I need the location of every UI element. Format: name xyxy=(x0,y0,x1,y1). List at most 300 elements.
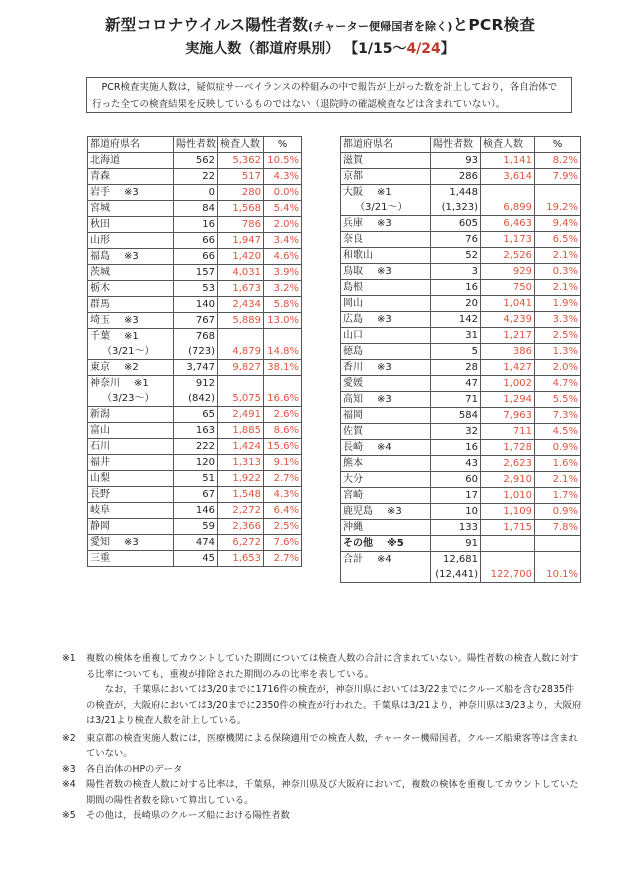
tests-cell: 1,173 xyxy=(481,232,535,248)
total-name-cell xyxy=(341,552,431,568)
table-row xyxy=(341,232,581,248)
footnote-text: 各自治体のHPのデータ xyxy=(86,763,183,775)
pct-cell: 6.4% xyxy=(264,503,302,519)
pct-cell: 0.0% xyxy=(264,185,302,201)
tests-cell: 711 xyxy=(481,424,535,440)
pct-cell: 7.6% xyxy=(264,535,302,551)
positive-cell: 142 xyxy=(431,312,481,328)
pct-cell: 3.4% xyxy=(264,233,302,249)
other-name: その他 xyxy=(343,538,373,549)
pref-name-cell xyxy=(88,249,174,265)
pref-name: 山梨 xyxy=(90,473,110,484)
pct-cell: 6.5% xyxy=(535,232,581,248)
pref-name: 沖縄 xyxy=(343,522,363,533)
pct-cell: 4.3% xyxy=(264,487,302,503)
header-pct: % xyxy=(535,137,581,153)
positive-cell: 0 xyxy=(174,185,218,201)
pct-cell: 7.3% xyxy=(535,408,581,424)
note-mark: ※2 xyxy=(124,362,139,373)
pref-name-cell xyxy=(88,471,174,487)
positive-cell: 16 xyxy=(431,280,481,296)
pct-cell: 7.8% xyxy=(535,520,581,536)
pct-cell: 19.2% xyxy=(535,200,581,216)
title-small: (チャーター便帰国者を除く) xyxy=(308,20,453,33)
pct-cell: 38.1% xyxy=(264,360,302,376)
note-mark: ※4 xyxy=(377,442,392,453)
total-positive-sub: (12,441) xyxy=(431,567,481,583)
pref-name-cell xyxy=(341,344,431,360)
positive-cell: 584 xyxy=(431,408,481,424)
pct-cell: 16.6% xyxy=(264,391,302,407)
header-positive: 陽性者数 xyxy=(431,137,481,153)
tests-cell: 6,899 xyxy=(481,200,535,216)
table-row xyxy=(341,328,581,344)
positive-cell: 140 xyxy=(174,297,218,313)
tests-cell: 2,526 xyxy=(481,248,535,264)
tests-cell: 1,217 xyxy=(481,328,535,344)
positive-cell: 5 xyxy=(431,344,481,360)
pref-name: 石川 xyxy=(90,441,110,452)
pref-name: 長野 xyxy=(90,489,110,500)
pref-name: 滋賀 xyxy=(343,155,363,166)
pref-name-cell xyxy=(88,329,174,345)
footnote-1 xyxy=(62,651,582,682)
positive-cell: 768 xyxy=(174,329,218,345)
table-row xyxy=(341,280,581,296)
sub-period: （3/23～） xyxy=(102,393,155,404)
pref-name-cell xyxy=(341,264,431,280)
total-row xyxy=(341,552,581,568)
pref-name: 埼玉 xyxy=(90,315,110,326)
positive-cell: 66 xyxy=(174,249,218,265)
pref-name-cell xyxy=(341,504,431,520)
pref-name-cell xyxy=(341,472,431,488)
positive-cell: 912 xyxy=(174,376,218,392)
tests-cell: 4,239 xyxy=(481,312,535,328)
period-close: 】 xyxy=(440,41,455,57)
table-row xyxy=(88,233,302,249)
tests-cell: 2,491 xyxy=(218,407,264,423)
tests-cell: 1,420 xyxy=(218,249,264,265)
tests-cell: 1,728 xyxy=(481,440,535,456)
header-pct: % xyxy=(264,137,302,153)
note-mark: ※1 xyxy=(134,378,149,389)
table-row xyxy=(88,439,302,455)
pct-cell: 2.1% xyxy=(535,248,581,264)
positive-cell: 31 xyxy=(431,328,481,344)
table-row xyxy=(88,551,302,567)
note-mark: ※3 xyxy=(377,218,392,229)
table-row xyxy=(341,392,581,408)
tests-cell: 1,002 xyxy=(481,376,535,392)
pref-name-cell xyxy=(341,280,431,296)
tests-cell: 1,922 xyxy=(218,471,264,487)
pref-name: 宮崎 xyxy=(343,490,363,501)
positive-cell: 1,448 xyxy=(431,185,481,201)
positive-cell: 474 xyxy=(174,535,218,551)
total-tests: 122,700 xyxy=(481,567,535,583)
note-mark: ※3 xyxy=(377,266,392,277)
pref-name-cell xyxy=(88,169,174,185)
pref-name-cell xyxy=(341,296,431,312)
pref-name: 奈良 xyxy=(343,234,363,245)
pref-name: 山口 xyxy=(343,330,363,341)
pref-name: 北海道 xyxy=(90,155,120,166)
pref-name: 千葉 xyxy=(90,331,110,342)
pct-cell: 2.0% xyxy=(535,360,581,376)
note-mark: ※3 xyxy=(124,315,139,326)
table-row xyxy=(88,360,302,376)
positive-cell: 22 xyxy=(174,169,218,185)
pref-name: 長崎 xyxy=(343,442,363,453)
pref-name: 岩手 xyxy=(90,187,110,198)
positive-cell: 32 xyxy=(431,424,481,440)
positive-cell: 16 xyxy=(174,217,218,233)
pref-name: 秋田 xyxy=(90,219,110,230)
pref-name: 岡山 xyxy=(343,298,363,309)
empty-cell xyxy=(341,567,431,583)
table-header-row xyxy=(88,137,302,153)
note-mark: ※3 xyxy=(124,537,139,548)
pref-name: 山形 xyxy=(90,235,110,246)
pref-name-cell xyxy=(341,216,431,232)
footnote-mark: ※2 xyxy=(62,732,76,744)
sub-period: （3/21～） xyxy=(355,202,408,213)
table-row xyxy=(341,153,581,169)
table-row xyxy=(88,185,302,201)
pref-name: 島根 xyxy=(343,282,363,293)
table-row xyxy=(88,487,302,503)
pct-cell: 2.6% xyxy=(264,407,302,423)
tests-cell: 1,427 xyxy=(481,360,535,376)
table-row xyxy=(341,440,581,456)
pct-cell: 14.8% xyxy=(264,344,302,360)
footnote-mark: ※3 xyxy=(62,763,76,775)
table-row-sub xyxy=(88,391,302,407)
pct-cell: 15.6% xyxy=(264,439,302,455)
pref-name-cell xyxy=(341,440,431,456)
pref-name-cell xyxy=(88,439,174,455)
total-positive: 12,681 xyxy=(431,552,481,568)
tests-cell: 517 xyxy=(218,169,264,185)
pref-name: 高知 xyxy=(343,394,363,405)
positive-cell: 53 xyxy=(174,281,218,297)
page-subtitle xyxy=(0,38,640,58)
footnote-mark: ※4 xyxy=(62,779,76,790)
total-name: 合計 xyxy=(343,554,363,565)
pref-name: 福井 xyxy=(90,457,110,468)
positive-cell: 286 xyxy=(431,169,481,185)
footnote-4 xyxy=(62,777,582,808)
pref-name-cell xyxy=(88,519,174,535)
pct-cell-empty xyxy=(535,185,581,201)
table-row xyxy=(88,313,302,329)
table-row xyxy=(88,407,302,423)
footnote-text: 陽性者数の検査人数に対する比率は，千葉県，神奈川県及び大阪府において，複数の検体を重複してカウントしていた期間の陽性者数を除いて算出している。 xyxy=(86,779,579,806)
pref-name-cell xyxy=(88,233,174,249)
pref-name-cell xyxy=(341,520,431,536)
positive-cell: 3 xyxy=(431,264,481,280)
positive-cell: 66 xyxy=(174,233,218,249)
pref-name-cell xyxy=(341,185,431,201)
table-row xyxy=(88,535,302,551)
header-pref: 都道府県名 xyxy=(88,137,174,153)
table-row xyxy=(341,264,581,280)
pref-name: 和歌山 xyxy=(343,250,373,261)
tests-cell: 6,272 xyxy=(218,535,264,551)
pct-cell: 2.0% xyxy=(264,217,302,233)
pref-name-cell xyxy=(341,169,431,185)
pct-cell: 0.9% xyxy=(535,504,581,520)
tests-cell: 1,548 xyxy=(218,487,264,503)
pref-name-cell xyxy=(88,153,174,169)
pref-name: 大阪 xyxy=(343,187,363,198)
pref-name: 東京 xyxy=(90,362,110,373)
tests-cell: 4,879 xyxy=(218,344,264,360)
positive-cell: 146 xyxy=(174,503,218,519)
positive-cell: 767 xyxy=(174,313,218,329)
table-row xyxy=(88,503,302,519)
pref-name-cell xyxy=(341,376,431,392)
sub-period: （3/21～） xyxy=(102,346,155,357)
right-table-body xyxy=(341,137,581,583)
pref-name-cell xyxy=(88,503,174,519)
note-box xyxy=(86,77,572,113)
total-row-sub xyxy=(341,567,581,583)
pct-cell: 8.2% xyxy=(535,153,581,169)
pref-name-cell xyxy=(88,376,174,392)
positive-cell: 76 xyxy=(431,232,481,248)
pct-cell-empty xyxy=(264,376,302,392)
table-row xyxy=(341,360,581,376)
pref-name-cell xyxy=(341,153,431,169)
pct-cell: 2.1% xyxy=(535,472,581,488)
header-tests: 検査人数 xyxy=(481,137,535,153)
pref-name: 福岡 xyxy=(343,410,363,421)
pref-name: 群馬 xyxy=(90,299,110,310)
pct-cell: 3.2% xyxy=(264,281,302,297)
table-row xyxy=(341,504,581,520)
positive-sub-cell: (1,323) xyxy=(431,200,481,216)
tests-cell-empty xyxy=(481,185,535,201)
pref-name: 愛媛 xyxy=(343,378,363,389)
table-row xyxy=(88,265,302,281)
tests-cell: 929 xyxy=(481,264,535,280)
pct-cell: 5.4% xyxy=(264,201,302,217)
table-row xyxy=(88,471,302,487)
sub-period-cell xyxy=(88,344,174,360)
pref-name-cell xyxy=(341,488,431,504)
table-row xyxy=(341,488,581,504)
pref-name-cell xyxy=(88,423,174,439)
pref-name-cell xyxy=(341,408,431,424)
table-row xyxy=(341,456,581,472)
positive-cell: 52 xyxy=(431,248,481,264)
tests-cell: 786 xyxy=(218,217,264,233)
tests-cell: 3,614 xyxy=(481,169,535,185)
note-text: PCR検査実施人数は，疑似症サーベイランスの枠組みの中で報告が上がった数を計上しており，各自治体で行った全ての検査結果を反映しているものではない（退院時の確認検査などは含まれていない）。 xyxy=(92,82,558,110)
positive-sub-cell: (842) xyxy=(174,391,218,407)
table-row xyxy=(88,297,302,313)
positive-cell: 71 xyxy=(431,392,481,408)
pct-cell: 4.7% xyxy=(535,376,581,392)
footnotes xyxy=(62,651,582,824)
table-row xyxy=(88,249,302,265)
pct-cell: 4.6% xyxy=(264,249,302,265)
pct-cell: 4.3% xyxy=(264,169,302,185)
footnote-text: その他は，長崎県のクルーズ船における陽性者数 xyxy=(86,810,290,821)
pct-cell: 5.5% xyxy=(535,392,581,408)
positive-cell: 91 xyxy=(431,536,481,552)
positive-cell: 163 xyxy=(174,423,218,439)
footnote-1-sub: なお，千葉県においては3/20までに1716件の検査が，神奈川県においては3/22までにクルーズ船を含む2835件の検査が，大阪府においては3/20までに2350件の検査が行われた。千葉県は3/21より，神奈川県は3/23より，大阪府は3/21より検査人数を計上している。 xyxy=(86,684,582,726)
positive-cell: 16 xyxy=(431,440,481,456)
pref-name-cell xyxy=(341,312,431,328)
positive-cell: 20 xyxy=(431,296,481,312)
pct-cell: 9.1% xyxy=(264,455,302,471)
tests-cell: 5,075 xyxy=(218,391,264,407)
header-pref: 都道府県名 xyxy=(341,137,431,153)
tests-cell: 386 xyxy=(481,344,535,360)
pref-name-cell xyxy=(88,201,174,217)
pref-name: 鳥取 xyxy=(343,266,363,277)
pct-cell: 3.9% xyxy=(264,265,302,281)
left-prefecture-table xyxy=(87,136,302,567)
pct-cell: 2.7% xyxy=(264,471,302,487)
tests-cell: 2,366 xyxy=(218,519,264,535)
pref-name: 広島 xyxy=(343,314,363,325)
pct-cell: 7.9% xyxy=(535,169,581,185)
pref-name: 大分 xyxy=(343,474,363,485)
other-row xyxy=(341,536,581,552)
tests-cell: 280 xyxy=(218,185,264,201)
other-name-cell xyxy=(341,536,431,552)
table-row xyxy=(341,169,581,185)
pref-name: 熊本 xyxy=(343,458,363,469)
pref-name: 茨城 xyxy=(90,267,110,278)
pref-name-cell xyxy=(88,313,174,329)
header-tests: 検査人数 xyxy=(218,137,264,153)
pref-name-cell xyxy=(341,392,431,408)
positive-cell: 93 xyxy=(431,153,481,169)
pref-name: 栃木 xyxy=(90,283,110,294)
positive-cell: 562 xyxy=(174,153,218,169)
positive-cell: 51 xyxy=(174,471,218,487)
pref-name: 新潟 xyxy=(90,409,110,420)
positive-cell: 45 xyxy=(174,551,218,567)
footnote-text: 東京都の検査実施人数には，医療機関による保険適用での検査人数，チャーター機帰国者，クルーズ船乗客等は含まれていない。 xyxy=(86,732,578,759)
footnote-text: 複数の検体を重複してカウントしていた期間については検査人数の合計に含まれていない。陽性者数の検査人数に対する比率についても，重複が排除された期間のみの比率を表している。 xyxy=(86,653,579,680)
pref-name-cell xyxy=(341,456,431,472)
positive-cell: 17 xyxy=(431,488,481,504)
tests-cell: 1,885 xyxy=(218,423,264,439)
total-pct: 10.1% xyxy=(535,567,581,583)
sub-period-cell xyxy=(341,200,431,216)
tests-cell: 1,109 xyxy=(481,504,535,520)
pref-name-cell xyxy=(88,265,174,281)
positive-cell: 43 xyxy=(431,456,481,472)
pct-cell: 2.7% xyxy=(264,551,302,567)
tests-cell: 1,141 xyxy=(481,153,535,169)
page-title xyxy=(0,13,640,35)
tests-cell: 9,827 xyxy=(218,360,264,376)
tests-cell: 1,947 xyxy=(218,233,264,249)
tests-cell: 1,715 xyxy=(481,520,535,536)
tests-cell: 1,010 xyxy=(481,488,535,504)
title-end: とPCR検査 xyxy=(452,16,536,34)
right-prefecture-table xyxy=(340,136,581,583)
pct-cell: 3.3% xyxy=(535,312,581,328)
note-mark: ※3 xyxy=(124,251,139,262)
positive-sub-cell: (723) xyxy=(174,344,218,360)
table-row xyxy=(88,329,302,345)
note-mark: ※3 xyxy=(124,187,139,198)
pref-name: 静岡 xyxy=(90,521,110,532)
pct-cell: 1.9% xyxy=(535,296,581,312)
tests-cell: 2,910 xyxy=(481,472,535,488)
tests-cell: 7,963 xyxy=(481,408,535,424)
tests-cell-empty xyxy=(481,536,535,552)
positive-cell: 59 xyxy=(174,519,218,535)
pref-name: 兵庫 xyxy=(343,218,363,229)
left-table-body xyxy=(88,137,302,567)
table-row xyxy=(341,248,581,264)
pct-cell: 2.1% xyxy=(535,280,581,296)
table-row xyxy=(88,423,302,439)
table-row xyxy=(341,216,581,232)
pref-name: 富山 xyxy=(90,425,110,436)
pref-name: 香川 xyxy=(343,362,363,373)
footnote-mark: ※1 xyxy=(62,653,76,664)
positive-cell: 60 xyxy=(431,472,481,488)
pct-cell-empty xyxy=(535,552,581,568)
tests-cell: 1,424 xyxy=(218,439,264,455)
table-row xyxy=(341,520,581,536)
tests-cell: 2,434 xyxy=(218,297,264,313)
pref-name-cell xyxy=(341,360,431,376)
tests-cell-empty xyxy=(218,329,264,345)
positive-cell: 157 xyxy=(174,265,218,281)
tests-cell-empty xyxy=(481,552,535,568)
tests-cell: 1,673 xyxy=(218,281,264,297)
tests-cell-empty xyxy=(218,376,264,392)
pref-name: 岐阜 xyxy=(90,505,110,516)
pct-cell: 2.5% xyxy=(264,519,302,535)
period-start: 【1/15～ xyxy=(344,41,407,57)
note-mark: ※1 xyxy=(377,187,392,198)
period-end: 4/24 xyxy=(406,41,441,57)
tests-cell: 1,041 xyxy=(481,296,535,312)
table-row xyxy=(341,296,581,312)
table-header-row xyxy=(341,137,581,153)
pref-name: 佐賀 xyxy=(343,426,363,437)
title-main: 新型コロナウイルス陽性者数 xyxy=(104,16,309,34)
table-row xyxy=(341,376,581,392)
table-row xyxy=(341,312,581,328)
pct-cell: 0.3% xyxy=(535,264,581,280)
note-mark: ※3 xyxy=(387,506,402,517)
tests-cell: 5,889 xyxy=(218,313,264,329)
tests-cell: 1,313 xyxy=(218,455,264,471)
positive-cell: 65 xyxy=(174,407,218,423)
tests-cell: 4,031 xyxy=(218,265,264,281)
pct-cell: 13.0% xyxy=(264,313,302,329)
positive-cell: 10 xyxy=(431,504,481,520)
pct-cell: 4.5% xyxy=(535,424,581,440)
pct-cell: 1.3% xyxy=(535,344,581,360)
pref-name-cell xyxy=(88,360,174,376)
positive-cell: 222 xyxy=(174,439,218,455)
